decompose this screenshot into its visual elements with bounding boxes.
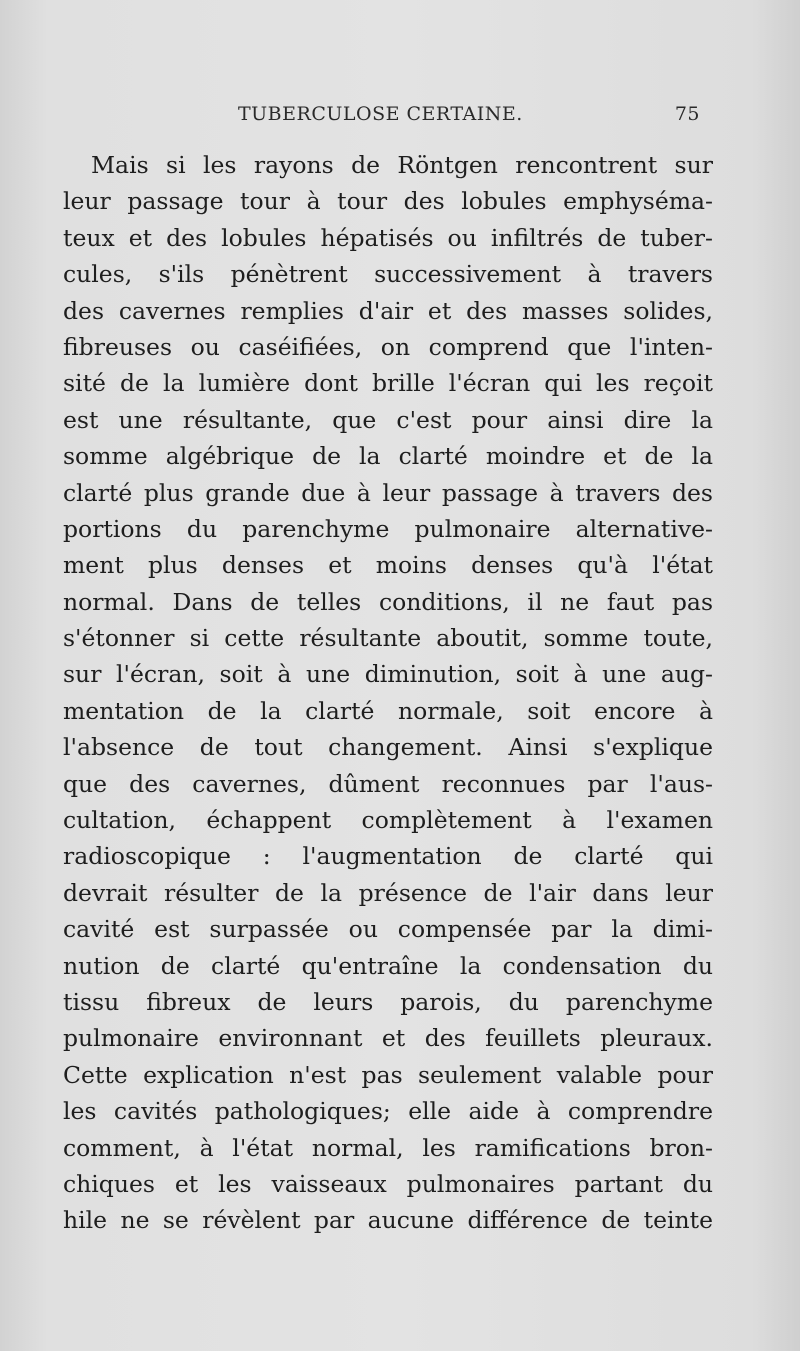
- text-line: portions du parenchyme pulmonaire alternative-: [63, 514, 713, 543]
- text-line: radioscopique : l'augmentation de clarté qui: [63, 842, 713, 871]
- text-line: s'étonner si cette résultante aboutit, somme toute,: [63, 624, 713, 653]
- page-number: 75: [674, 103, 700, 125]
- text-line: cultation, échappent complètement à l'examen: [63, 806, 713, 835]
- text-line: mentation de la clarté normale, soit encore à: [63, 696, 713, 725]
- text-line: que des cavernes, dûment reconnues par l'aus-: [63, 769, 713, 798]
- text-line: est une résultante, que c'est pour ainsi dire la: [63, 405, 713, 434]
- text-line: ment plus denses et moins denses qu'à l'état: [63, 551, 713, 580]
- text-line: normal. Dans de telles conditions, il ne faut pas: [63, 587, 713, 616]
- text-line: Mais si les rayons de Röntgen rencontrent sur: [91, 151, 713, 179]
- running-head: [70, 103, 700, 133]
- text-line: pulmonaire environnant et des feuillets pleuraux.: [63, 1024, 713, 1053]
- text-line: sité de la lumière dont brille l'écran qui les reçoit: [63, 369, 713, 398]
- text-line: cavité est surpassée ou compensée par la dimi-: [63, 915, 713, 944]
- body-text: [63, 147, 713, 1239]
- text-line: teux et des lobules hépatisés ou infiltrés de tuber-: [63, 223, 713, 252]
- text-line: cules, s'ils pénètrent successivement à travers: [63, 260, 713, 289]
- running-title: TUBERCULOSE CERTAINE.: [238, 103, 523, 125]
- text-line: leur passage tour à tour des lobules emphyséma-: [63, 187, 713, 216]
- text-line: clarté plus grande due à leur passage à travers des: [63, 478, 713, 507]
- text-line: tissu fibreux de leurs parois, du parenchyme: [63, 987, 713, 1016]
- text-line: devrait résulter de la présence de l'air dans leur: [63, 878, 713, 907]
- text-line: Cette explication n'est pas seulement valable pour: [63, 1060, 713, 1089]
- text-line: des cavernes remplies d'air et des masses solides,: [63, 296, 713, 325]
- text-line: comment, à l'état normal, les ramifications bron-: [63, 1133, 713, 1162]
- text-line: sur l'écran, soit à une diminution, soit à une aug-: [63, 660, 713, 689]
- text-line: les cavités pathologiques; elle aide à comprendre: [63, 1097, 713, 1126]
- text-line: hile ne se révèlent par aucune différence de teinte: [63, 1206, 713, 1235]
- text-line: fibreuses ou caséifiées, on comprend que l'inten-: [63, 332, 713, 361]
- text-line: l'absence de tout changement. Ainsi s'explique: [63, 733, 713, 762]
- text-line: chiques et les vaisseaux pulmonaires partant du: [63, 1169, 713, 1198]
- text-line: nution de clarté qu'entraîne la condensation du: [63, 951, 713, 980]
- text-line: somme algébrique de la clarté moindre et de la: [63, 442, 713, 471]
